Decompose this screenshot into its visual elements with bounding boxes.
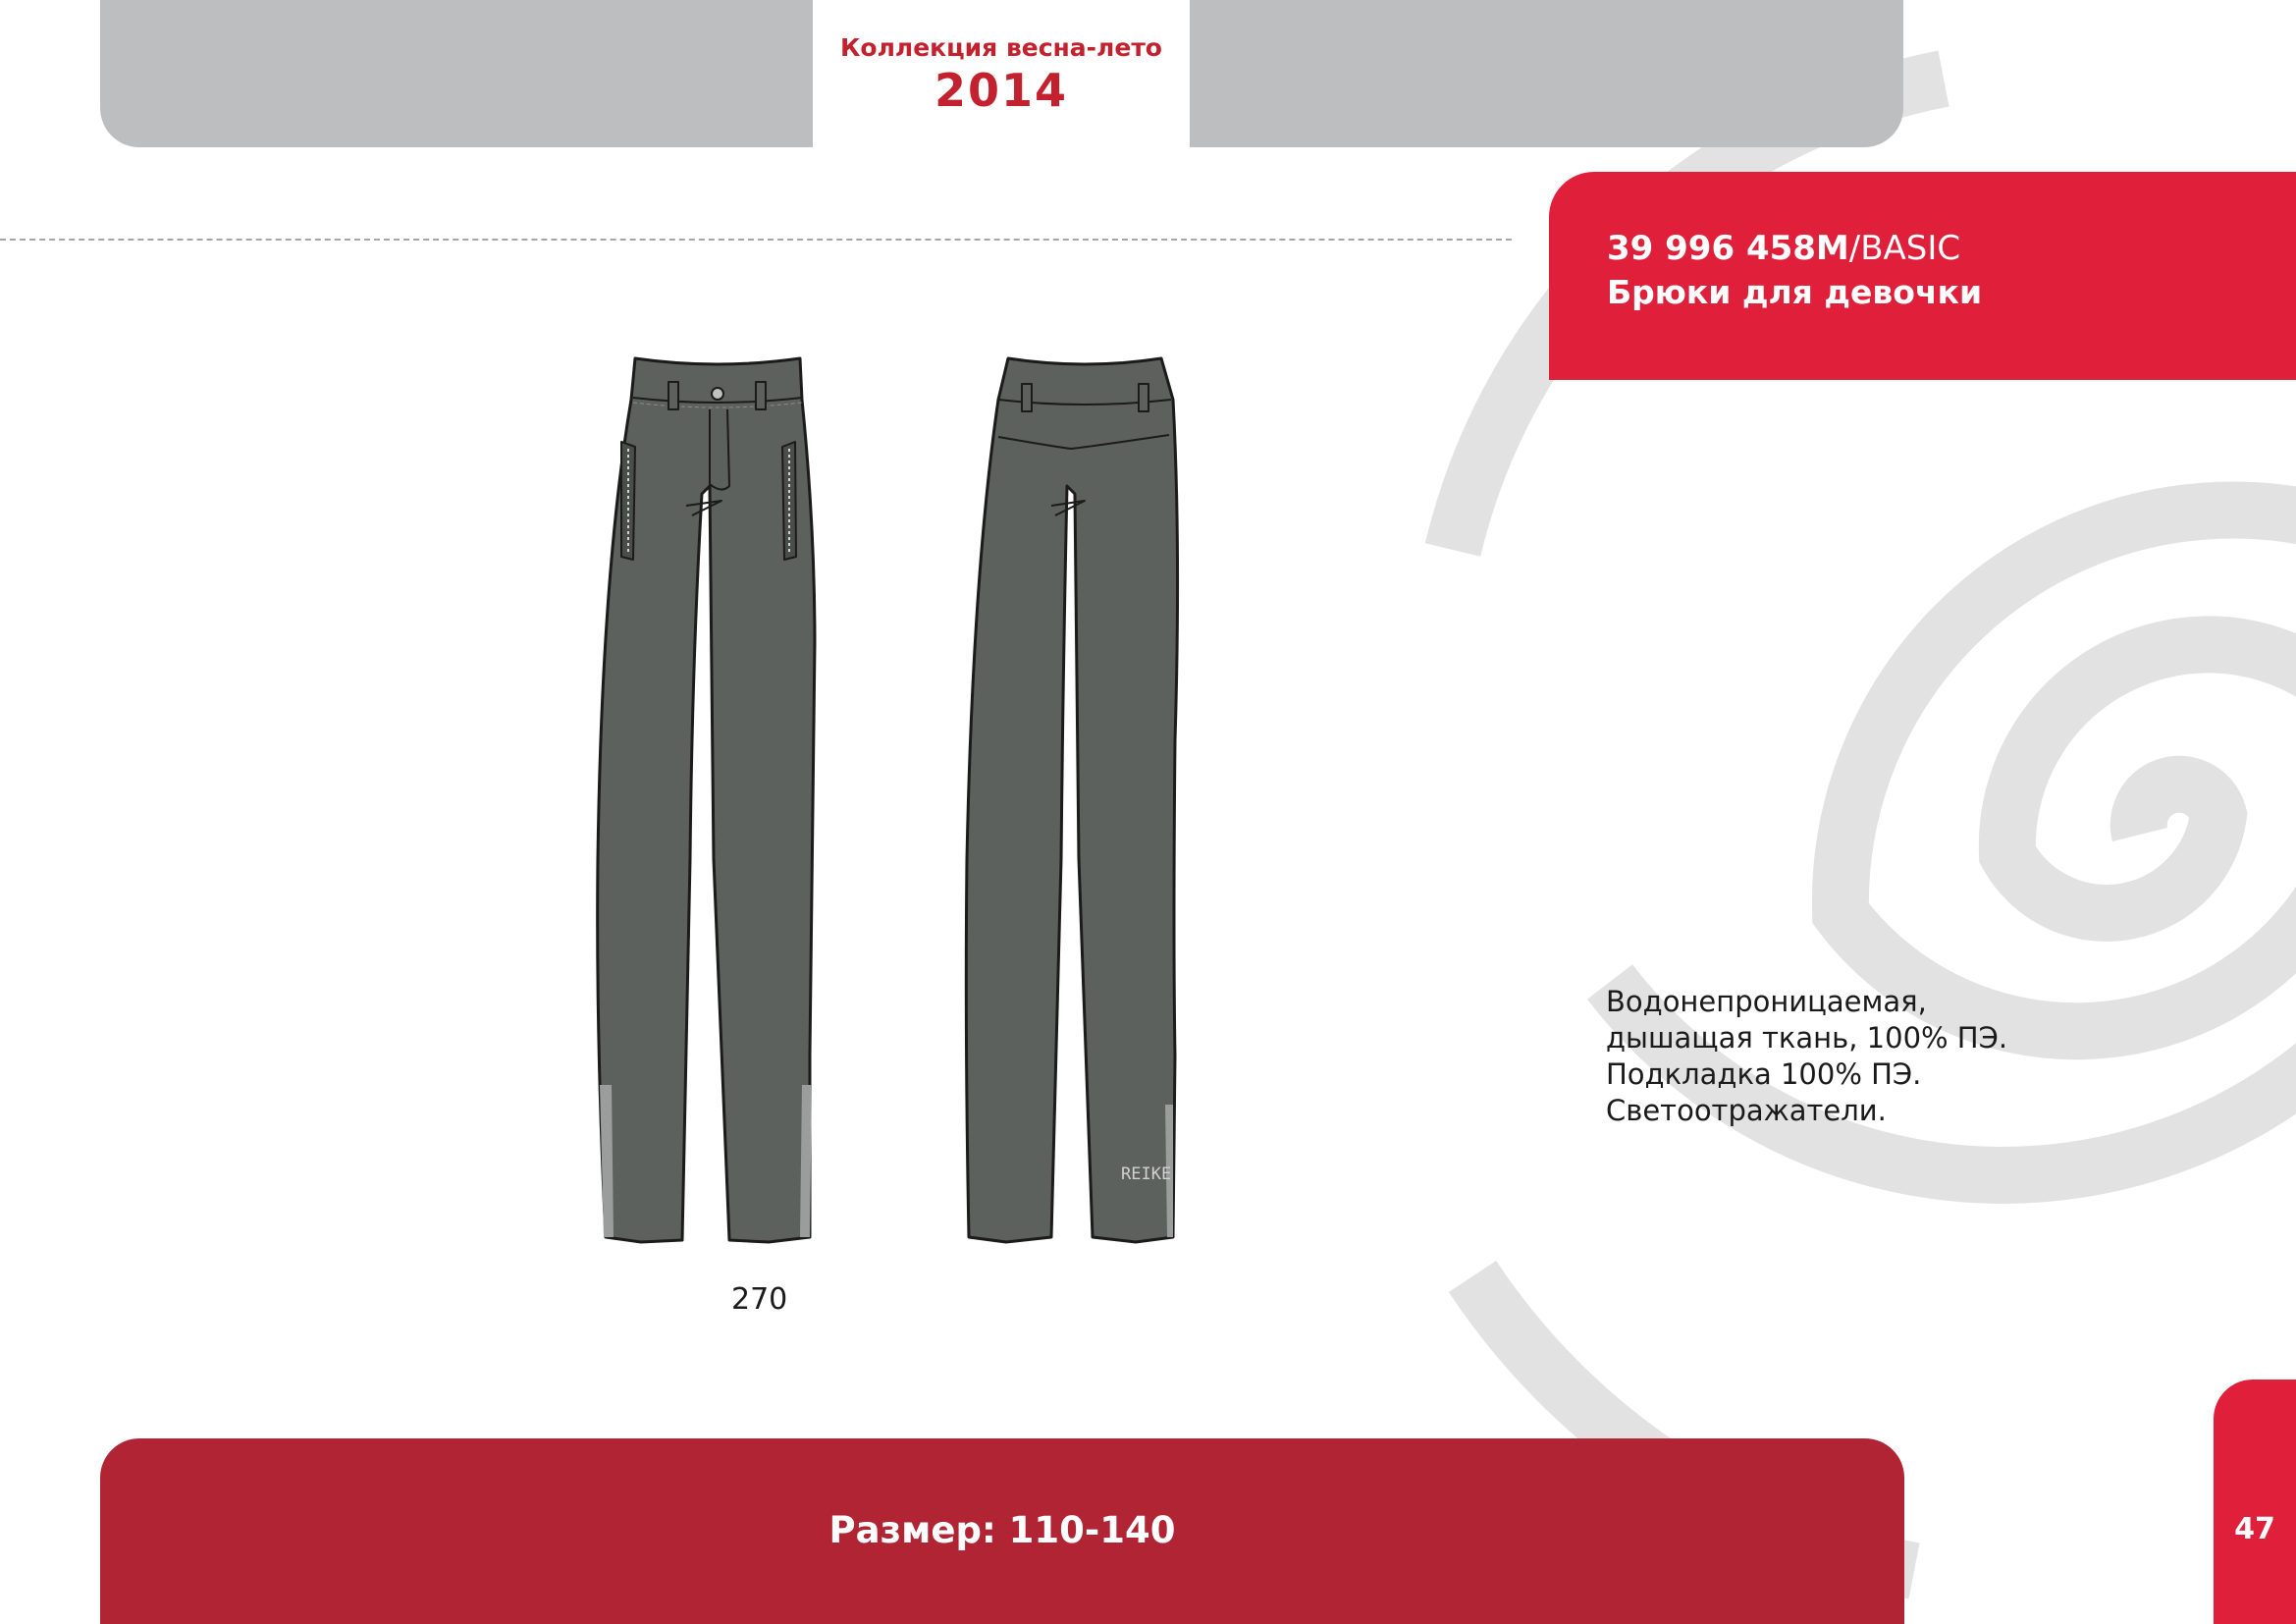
pants-back [966, 358, 1177, 1242]
header-bar-right [1190, 0, 1903, 147]
description-line: дышащая ткань, 100% ПЭ. [1606, 1021, 2008, 1055]
description-line: Водонепроницаемая, [1606, 985, 1927, 1018]
page-number: 47 [2234, 1512, 2275, 1546]
description-line: Подкладка 100% ПЭ. [1606, 1057, 1922, 1091]
header-bar-left [100, 0, 813, 147]
description-line: Светоотражатели. [1606, 1094, 1887, 1127]
article-number [1607, 229, 1960, 268]
product-description [1606, 984, 2007, 1129]
article-line: /BASIC [1848, 229, 1961, 268]
page-number-tab [2214, 1380, 2296, 1624]
back-logo: REIKE [1121, 1164, 1172, 1184]
collection-title: Коллекция весна-лето [839, 33, 1162, 62]
article-code: 39 996 458M [1607, 229, 1849, 268]
pants-illustration [594, 349, 1301, 1252]
collection-year: 2014 [934, 64, 1069, 117]
pants-front [598, 358, 815, 1242]
dashed-divider [0, 239, 1512, 241]
color-code: 270 [731, 1282, 788, 1317]
size-range: Размер: 110-140 [828, 1509, 1176, 1551]
product-name: Брюки для девочки [1607, 273, 1983, 311]
